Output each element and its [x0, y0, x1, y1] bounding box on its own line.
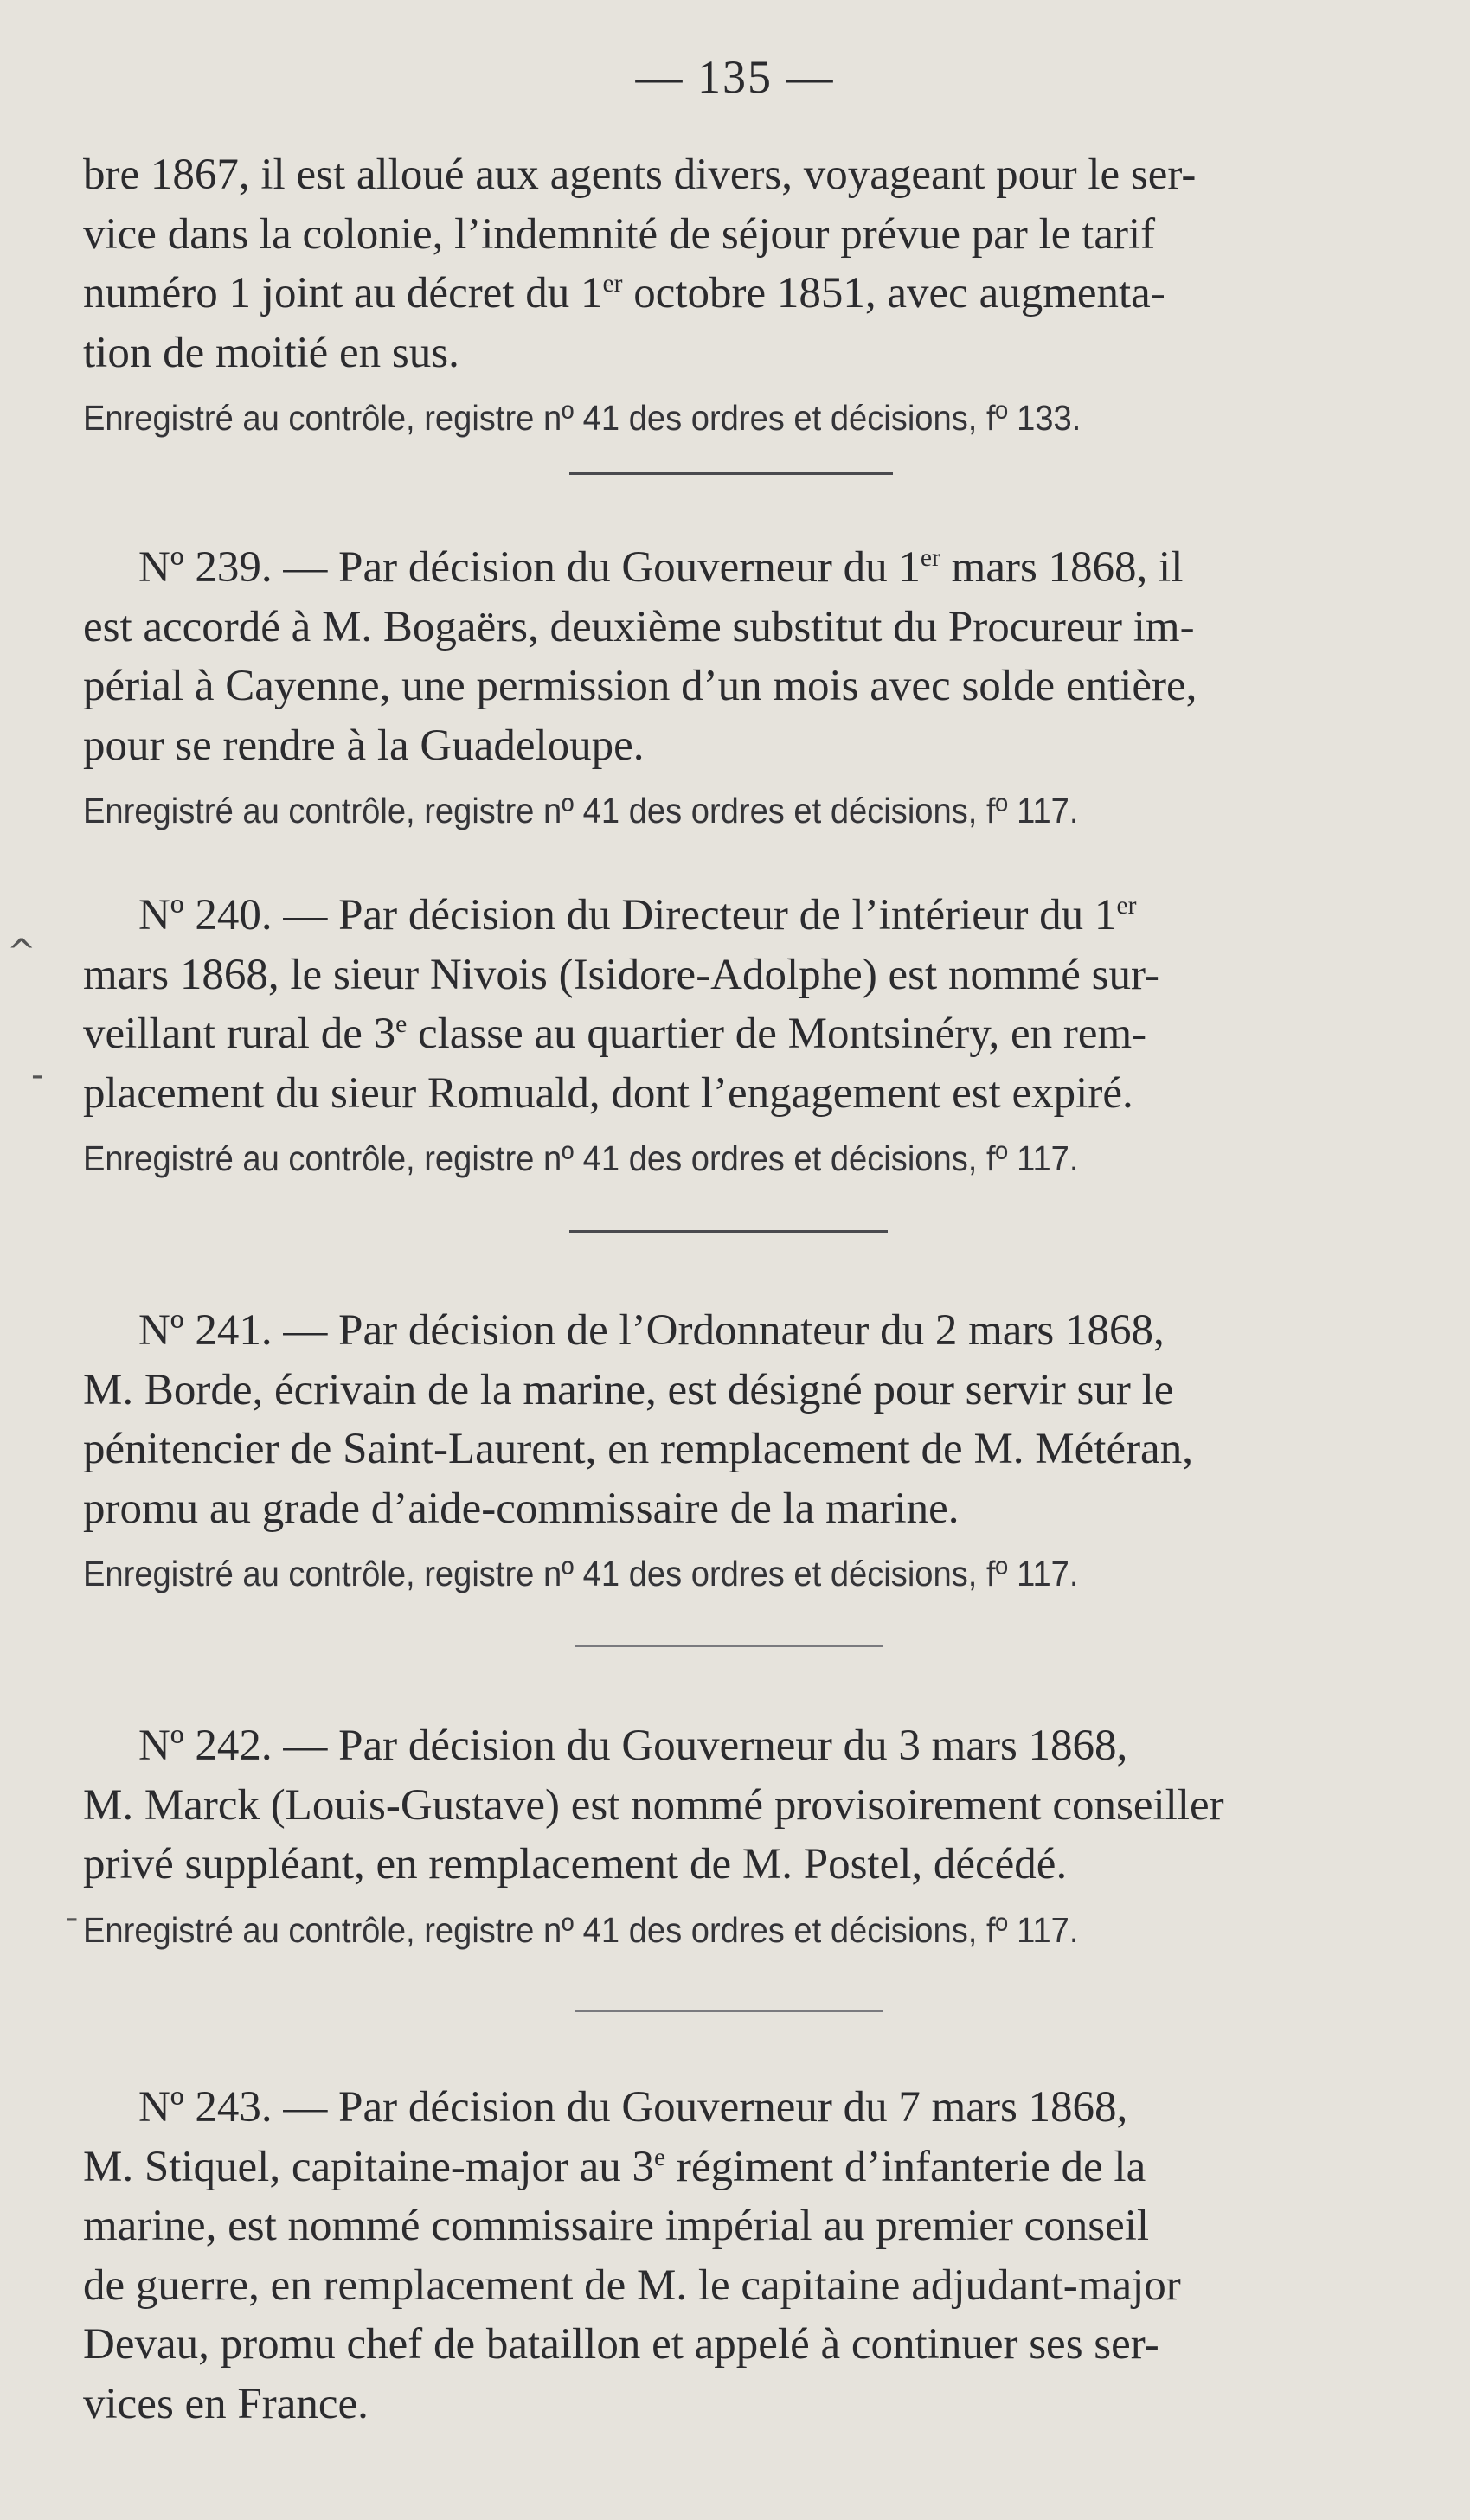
text-line: est accordé à M. Bogaërs, deuxième substitut du Procureur im- [83, 602, 1195, 651]
text-line: régiment d’infanterie de la [665, 2142, 1146, 2191]
entry-241 [83, 1301, 1390, 1597]
registration-note: Enregistré au contrôle, registre nº 41 des ordres et décisions, fº 133. [83, 398, 1082, 438]
entry-number: Nº 239. [138, 543, 273, 592]
text-line: octobre 1851, avec augmenta- [622, 269, 1165, 317]
entry-number: Nº 242. [138, 1722, 273, 1770]
paragraph [83, 886, 1390, 1123]
paragraph [83, 538, 1390, 775]
entry-continuation [83, 145, 1390, 441]
entry-number: Nº 243. [138, 2083, 273, 2132]
text-line: placement du sieur Romuald, dont l’engagement est expiré. [83, 1068, 1133, 1118]
text-line: périal à Cayenne, une permission d’un mois avec solde entière, [83, 662, 1197, 710]
text-line: privé suppléant, en remplacement de M. Postel, décédé. [83, 1840, 1068, 1888]
text-line: vice dans la colonie, l’indemnité de séjour prévue par le tarif [83, 209, 1156, 259]
entry-242 [83, 1716, 1390, 1953]
text-line: mars 1868, le sieur Nivois (Isidore-Adolphe) est nommé sur- [83, 950, 1159, 999]
entry-243 [83, 2078, 1390, 2433]
superscript: er [920, 544, 940, 572]
text-line: — Par décision de l’Ordonnateur du 2 mars 1868, [272, 1306, 1165, 1355]
text-line: M. Borde, écrivain de la marine, est désigné pour servir sur le [83, 1365, 1174, 1414]
text-line: mars 1868, il [940, 543, 1184, 592]
registration-note: Enregistré au contrôle, registre nº 41 des ordres et décisions, fº 117. [83, 791, 1079, 830]
superscript: e [395, 1010, 408, 1038]
text-line: — Par décision du Gouverneur du 1 [272, 543, 921, 592]
text-line: promu au grade d’aide-commissaire de la marine. [83, 1484, 960, 1533]
text-line: M. Stiquel, capitaine-major au 3 [83, 2142, 654, 2191]
page-number: — 135 — [635, 51, 835, 103]
superscript: e [654, 2143, 666, 2171]
entry-240 [83, 886, 1390, 1182]
entry-number: Nº 241. [138, 1306, 273, 1355]
paragraph [83, 145, 1390, 382]
registration-note: Enregistré au contrôle, registre nº 41 des ordres et décisions, fº 117. [83, 1909, 1079, 1950]
text-line: M. Marck (Louis-Gustave) est nommé provisoirement conseiller [83, 1780, 1224, 1830]
entry-239 [83, 538, 1390, 834]
paragraph [83, 1301, 1390, 1538]
text-line: — Par décision du Directeur de l’intérieur du 1 [272, 891, 1117, 939]
text-line: numéro 1 joint au décret du 1 [83, 269, 603, 317]
margin-mark: - [66, 1898, 79, 1938]
text-line: classe au quartier de Montsinéry, en rem- [407, 1010, 1147, 1058]
text-line: pénitencier de Saint-Laurent, en remplacement de M. Météran, [83, 1425, 1193, 1473]
text-line: veillant rural de 3 [83, 1010, 396, 1058]
superscript: er [602, 270, 623, 298]
registration-note: Enregistré au contrôle, registre nº 41 des ordres et décisions, fº 117. [83, 1554, 1079, 1593]
text-line: bre 1867, il est alloué aux agents divers, voyageant pour le ser- [83, 151, 1197, 199]
text-line: de guerre, en remplacement de M. le capitaine adjudant-major [83, 2260, 1181, 2310]
text-line: — Par décision du Gouverneur du 3 mars 1868, [272, 1722, 1128, 1770]
text-line: tion de moitié en sus. [83, 328, 459, 377]
registration-note: Enregistré au contrôle, registre nº 41 des ordres et décisions, fº 117. [83, 1138, 1079, 1178]
text-line: pour se rendre à la Guadeloupe. [83, 721, 645, 770]
text-line: marine, est nommé commissaire impérial au premier conseil [83, 2202, 1150, 2250]
text-line: Devau, promu chef de bataillon et appelé à continuer ses ser- [83, 2320, 1159, 2369]
paragraph [83, 2078, 1390, 2433]
separator-rule [575, 2010, 883, 2012]
separator-rule [569, 472, 893, 475]
margin-mark: ^ [7, 933, 36, 972]
superscript: er [1116, 892, 1137, 920]
margin-mark: - [31, 1055, 44, 1095]
separator-rule [569, 1230, 888, 1233]
entry-number: Nº 240. [138, 891, 273, 939]
paragraph [83, 1716, 1390, 1895]
separator-rule [575, 1645, 883, 1647]
text-line: — Par décision du Gouverneur du 7 mars 1868, [272, 2083, 1128, 2132]
text-line: vices en France. [83, 2379, 369, 2428]
